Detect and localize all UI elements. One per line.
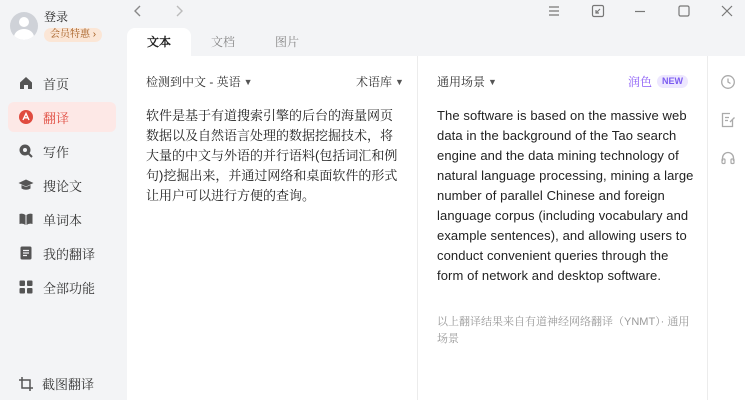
sidebar-item-my-translations[interactable]: [8, 238, 116, 268]
history-icon: [720, 74, 736, 90]
member-offer-badge[interactable]: 会员特惠 ›: [44, 28, 102, 42]
scene-selector-label: 通用场景: [437, 75, 486, 89]
tab-text[interactable]: 文本: [127, 28, 191, 56]
language-selector[interactable]: [146, 73, 253, 90]
minimize-button[interactable]: [631, 2, 649, 20]
history-button[interactable]: [720, 74, 736, 90]
chevron-down-icon: ▼: [243, 76, 253, 87]
login-link[interactable]: 登录: [44, 10, 69, 24]
sidebar-item-label: 全部功能: [43, 280, 96, 296]
glossary-selector[interactable]: [356, 73, 404, 90]
sidebar: [0, 0, 127, 400]
grid-icon: [18, 279, 34, 295]
back-button[interactable]: [130, 2, 146, 20]
close-icon: [718, 2, 736, 20]
home-icon: [18, 75, 34, 91]
sidebar-item-translate[interactable]: [8, 102, 116, 132]
translation-output: The software is based on the massive web data in the background of the Tao search engine and the data mining technology of natural language processing, mining a large number of parallel Chinese and foreign language corpus (including vocabulary and example sentences), and allowing users to conduct convenient queries through the form of network and desktop software.: [437, 108, 694, 283]
user-text: [44, 10, 102, 42]
sidebar-item-label: 搜论文: [43, 178, 83, 194]
right-toolbar: [707, 56, 745, 400]
sidebar-item-all-features[interactable]: [8, 272, 116, 302]
book-icon: [18, 211, 34, 227]
translation-source-note: 以上翻译结果来自有道神经网络翻译（YNMT）· 通用场景: [437, 316, 690, 345]
sidebar-item-search-papers[interactable]: [8, 170, 116, 200]
tab-document[interactable]: 文档: [210, 35, 235, 49]
polish-button[interactable]: [628, 73, 688, 90]
avatar[interactable]: [10, 12, 38, 40]
user-profile[interactable]: [10, 10, 102, 42]
forward-button[interactable]: [171, 2, 187, 20]
feedback-button[interactable]: [720, 150, 736, 166]
write-icon: [18, 143, 34, 159]
maximize-button[interactable]: [675, 2, 693, 20]
sidebar-item-wordbook[interactable]: [8, 204, 116, 234]
graduation-cap-icon: [18, 177, 34, 193]
mode-tabs: [127, 28, 319, 56]
translate-icon: [18, 109, 34, 125]
menu-button[interactable]: [545, 2, 563, 20]
chevron-down-icon: ▼: [488, 76, 497, 87]
mini-window-icon: [589, 2, 607, 20]
headset-icon: [720, 150, 736, 166]
translation-panel: [127, 56, 707, 400]
sidebar-item-home[interactable]: [8, 68, 116, 98]
language-selector-label: 检测到中文 - 英语: [146, 75, 241, 89]
sidebar-item-label: 单词本: [43, 212, 83, 228]
sidebar-item-label: 写作: [43, 144, 70, 160]
scene-selector[interactable]: [437, 73, 497, 90]
mini-mode-button[interactable]: [589, 2, 607, 20]
minimize-icon: [631, 2, 649, 20]
tab-image[interactable]: 图片: [274, 35, 299, 49]
source-pane: [127, 56, 416, 400]
sidebar-item-label: 翻译: [43, 110, 70, 126]
chevron-down-icon: ▼: [395, 76, 404, 87]
maximize-icon: [675, 2, 693, 20]
glossary-label: 术语库: [356, 75, 393, 89]
new-badge: NEW: [657, 75, 688, 88]
sidebar-item-write[interactable]: [8, 136, 116, 166]
notes-button[interactable]: [720, 112, 736, 128]
edit-document-icon: [720, 112, 736, 128]
source-text-input[interactable]: 软件是基于有道搜索引擎的后台的海量网页数据以及自然语言处理的数据挖掘技术，将大量的中文与外语的并行语料(包括词汇和例句)挖掘出来，并通过网络和桌面软件的形式让用户可以进行方便的查询。: [146, 108, 398, 203]
title-bar: [127, 0, 745, 56]
sidebar-item-label: 首页: [43, 76, 70, 92]
document-icon: [18, 245, 34, 261]
menu-icon: [545, 2, 563, 20]
close-button[interactable]: [718, 2, 736, 20]
target-pane: [417, 56, 707, 400]
crop-icon: [18, 376, 34, 392]
screenshot-translate-button[interactable]: [18, 374, 94, 393]
screenshot-translate-label: 截图翻译: [42, 377, 95, 392]
sidebar-item-label: 我的翻译: [43, 246, 96, 262]
polish-label: 润色: [627, 75, 652, 89]
nav-menu: [8, 68, 116, 306]
